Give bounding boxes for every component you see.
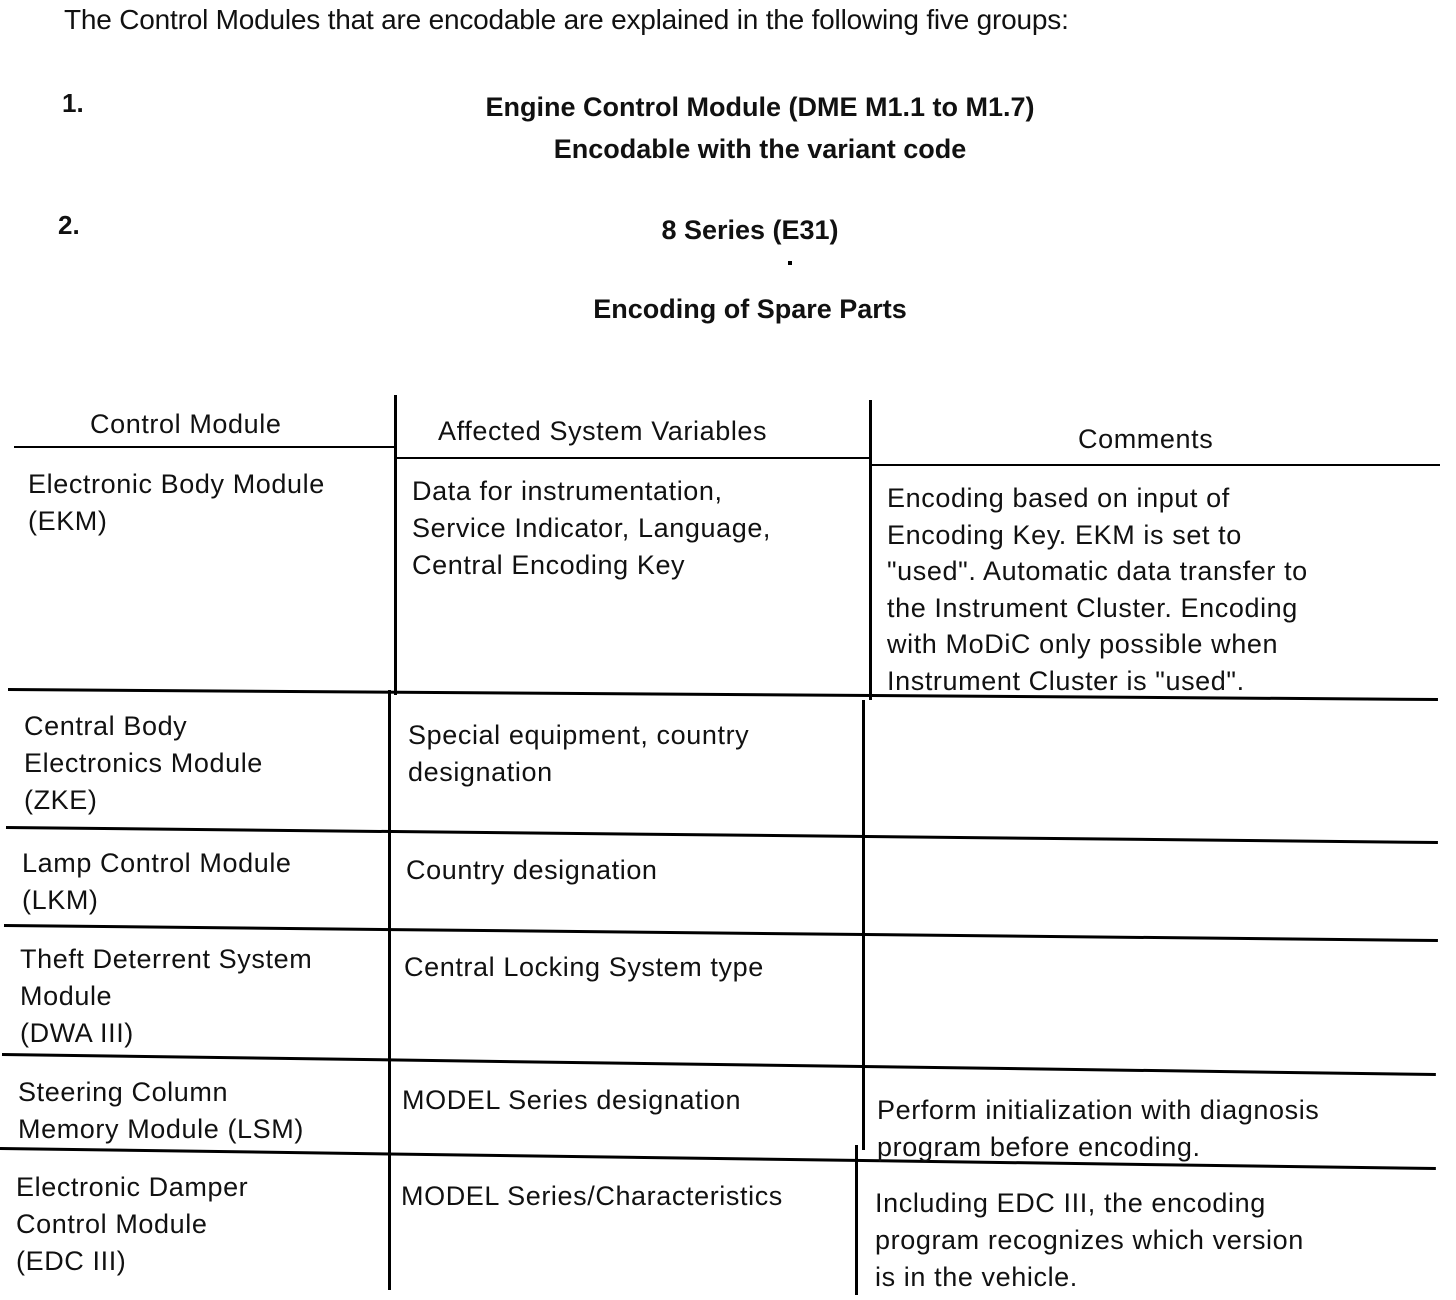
intro-text: The Control Modules that are encodable are explained in the following five groups: bbox=[64, 4, 1069, 35]
group-2-title: 8 Series (E31) bbox=[661, 215, 839, 245]
group-2-subtitle: Encoding of Spare Parts bbox=[593, 294, 907, 324]
stray-dot bbox=[788, 261, 792, 265]
header-affected-variables: Affected System Variables bbox=[438, 416, 768, 446]
row-6-variables: MODEL Series/Characteristics bbox=[401, 1181, 783, 1211]
row-4-module: Theft Deterrent System Module (DWA III) bbox=[20, 944, 313, 1048]
header-control-module: Control Module bbox=[90, 409, 282, 439]
group-1-title: Engine Control Module (DME M1.1 to M1.7) bbox=[485, 92, 1035, 122]
row-1-variables: Data for instrumentation, Service Indicator, Language, Central Encoding Key bbox=[412, 476, 772, 580]
group-2-number: 2. bbox=[58, 210, 80, 240]
row-5-module: Steering Column Memory Module (LSM) bbox=[18, 1077, 304, 1144]
row-1-comments: Encoding based on input of Encoding Key. EKM is set to "used". Automatic data transfer to the Instrument Cluster. Encoding with MoDiC only possible when Instrument Cluster is "used". bbox=[887, 483, 1308, 696]
row-6-comments: Including EDC III, the encoding program recognizes which version is in the vehicle. bbox=[875, 1188, 1304, 1292]
group-1-subtitle: Encodable with the variant code bbox=[553, 134, 967, 164]
row-5-variables: MODEL Series designation bbox=[402, 1085, 742, 1115]
row-4-variables: Central Locking System type bbox=[404, 952, 764, 982]
row-3-module: Lamp Control Module (LKM) bbox=[22, 848, 292, 915]
row-1-module: Electronic Body Module (EKM) bbox=[28, 469, 325, 536]
group-1-number: 1. bbox=[62, 88, 84, 118]
header-comments: Comments bbox=[1078, 424, 1214, 454]
row-6-module: Electronic Damper Control Module (EDC III) bbox=[16, 1172, 249, 1276]
row-2-variables: Special equipment, country designation bbox=[408, 720, 750, 787]
row-5-comments: Perform initialization with diagnosis program before encoding. bbox=[877, 1095, 1320, 1162]
row-2-module: Central Body Electronics Module (ZKE) bbox=[24, 711, 263, 815]
row-3-variables: Country designation bbox=[406, 855, 658, 885]
